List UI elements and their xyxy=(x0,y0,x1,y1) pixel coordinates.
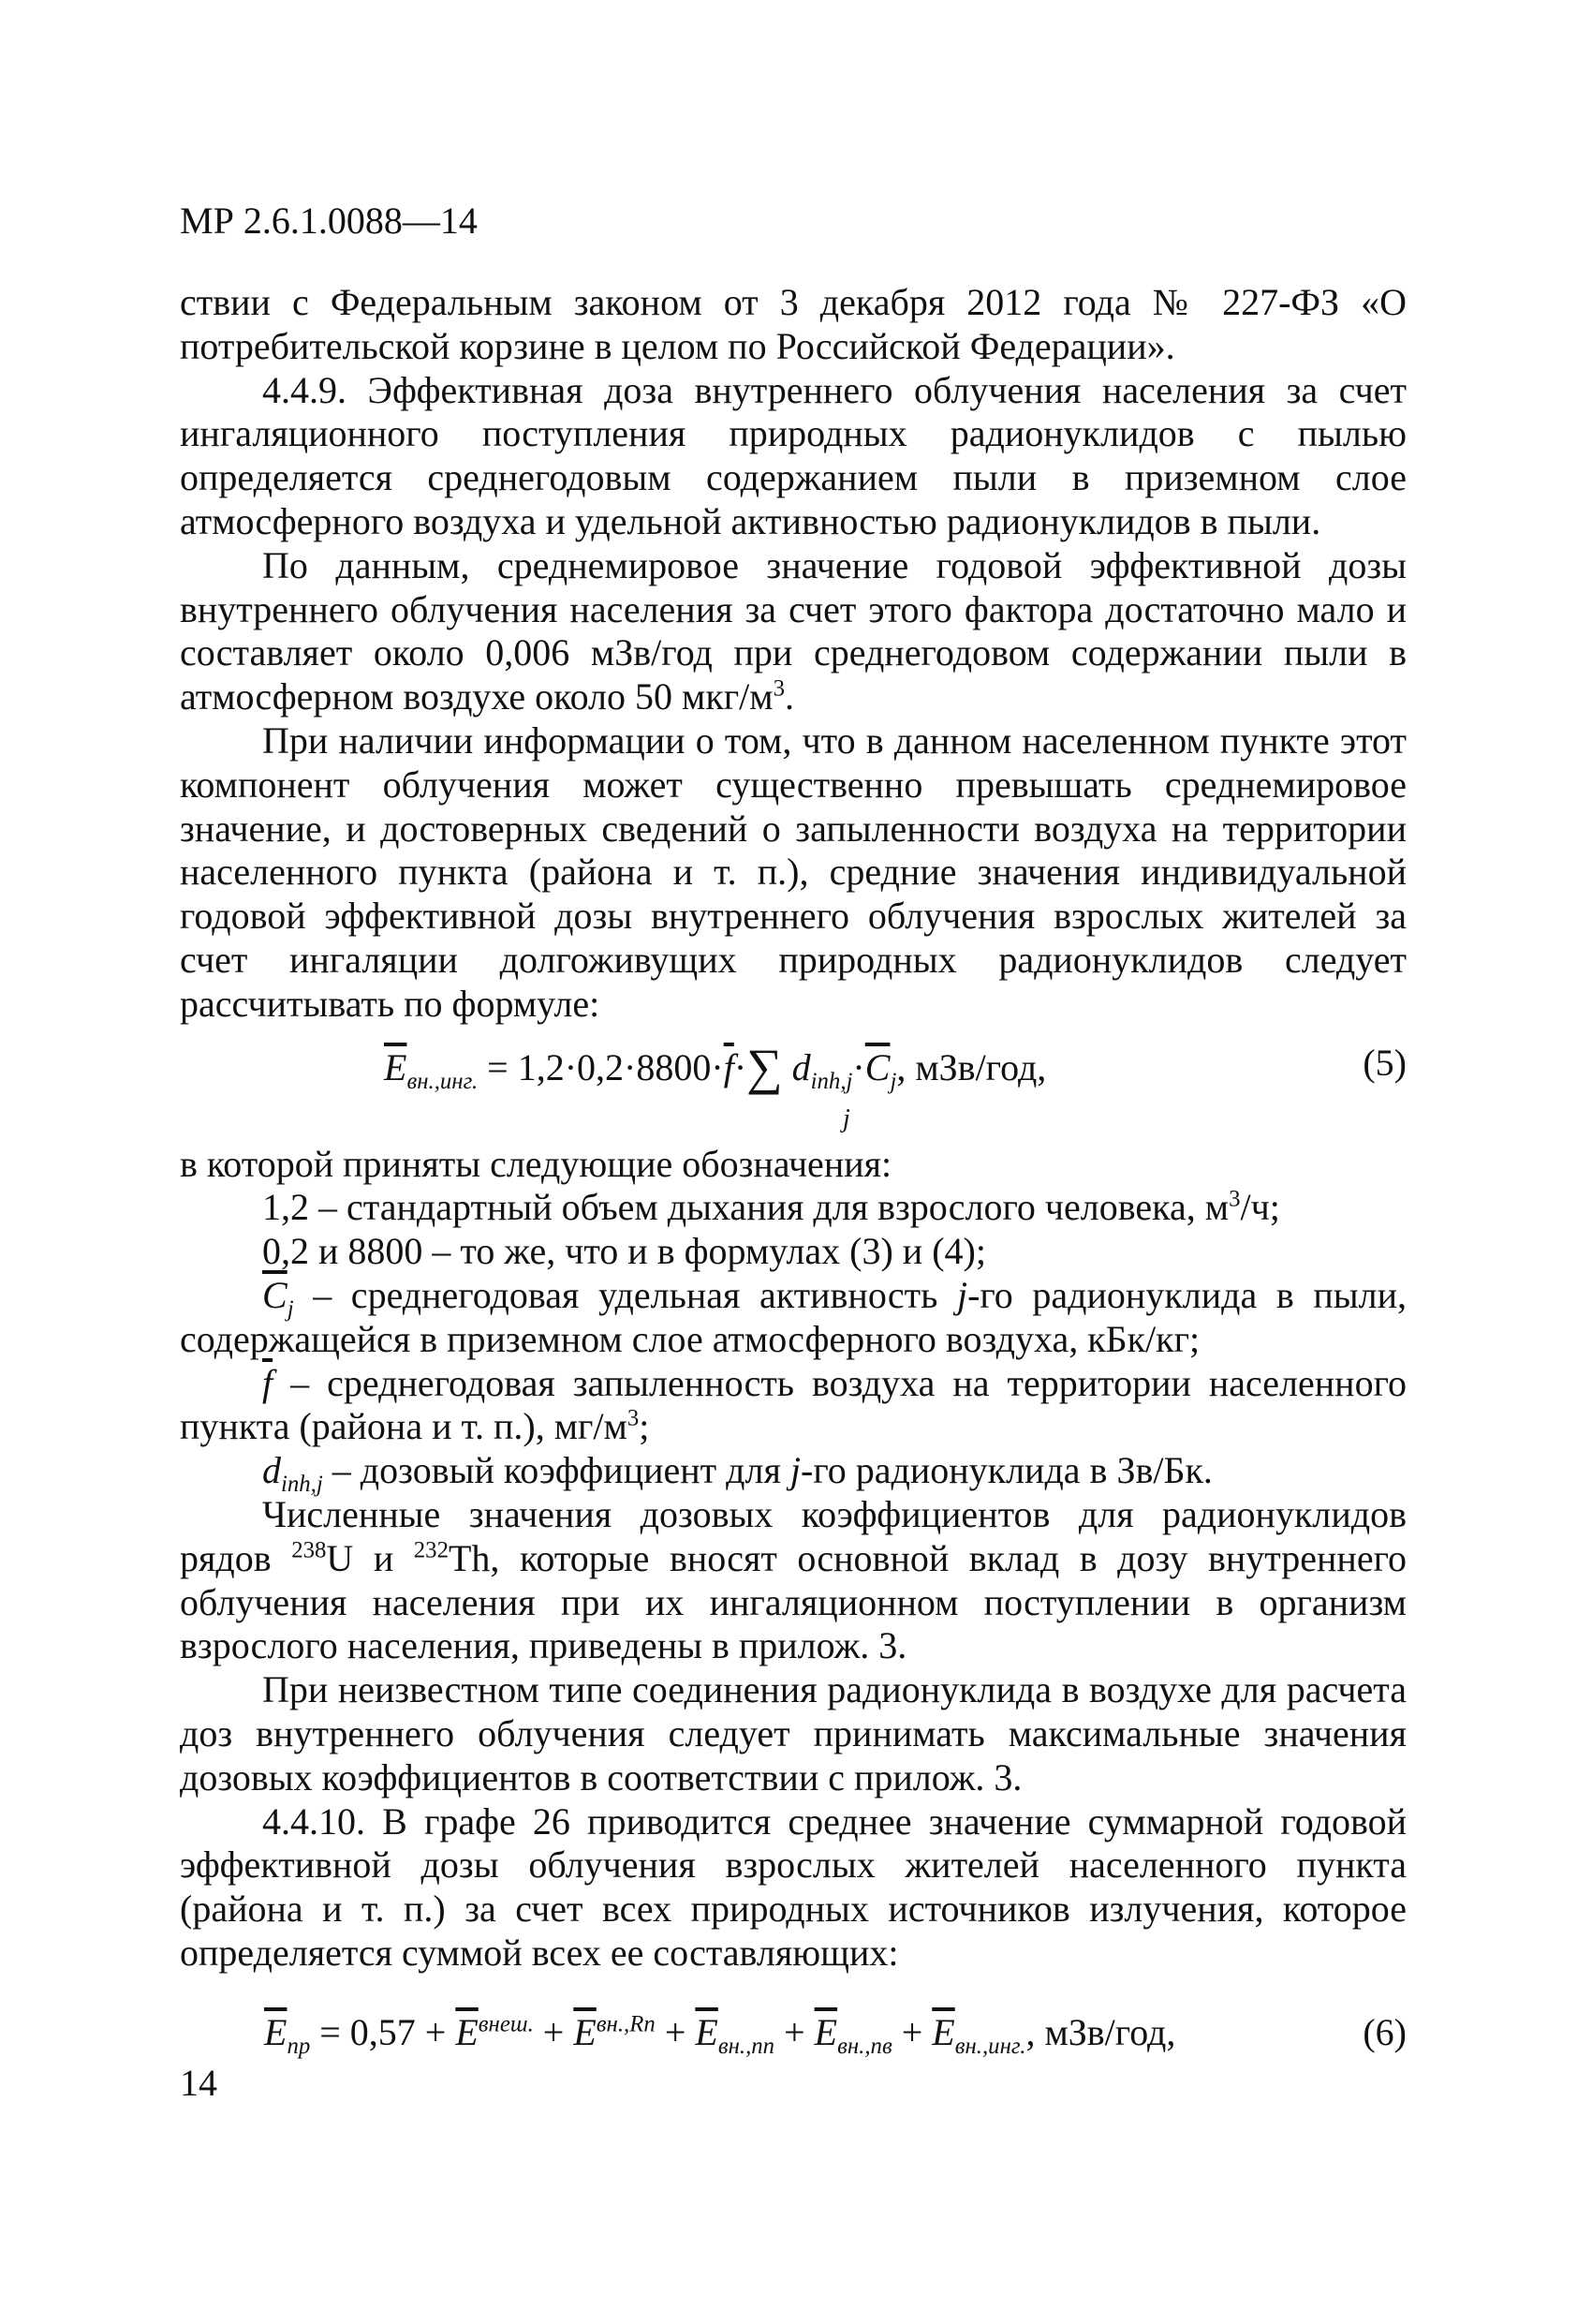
formula-5-number: (5) xyxy=(1363,1041,1407,1084)
notation-intro: в которой приняты следующие обозначения: xyxy=(180,1142,892,1185)
paragraph-formula-intro: При наличии информации о том, что в данном населенном пункте этот компонент облучения может существенно превышать среднемировое значение, и достоверных сведений о запыленности воздуха на территории населенного пункта (района и т. п.), средние значения индивидуальной годовой эффективной дозы внутреннего облучения взрослых жителей за счет ингаляции долгоживущих природных радионуклидов следует рассчитывать по формуле: xyxy=(180,718,1407,1025)
definition-activity: $\overline{C}_j$ – среднегодовая удельная активность j-го радионуклида в пыли, содержащейся в приземном слое атмосферного воздуха, кБк/кг; xyxy=(180,1273,1407,1360)
definition-dose-coefficient: $d_{inh,j}$ – дозовый коэффициент для j-го радионуклида в Зв/Бк. xyxy=(262,1449,1213,1498)
sum-index: j xyxy=(843,1103,850,1133)
definition-dust: $\overline{f}$ – среднегодовая запыленность воздуха на территории населенного пункта (района и т. п.), $мг/м^3$; xyxy=(180,1361,1407,1448)
formula-6-number: (6) xyxy=(1363,2010,1407,2053)
formula-5-expression: $\overline{E}_{вн.,инг.} = 1,2\cdot 0,2\cdot 8800\cdot\overline{f}\cdot\sum$ $d_{inh,j}\cdot\overline{C}_j$, мЗв/год, xyxy=(384,1038,1047,1095)
paragraph-dose-coefficients: Численные значения дозовых коэффициентов для радионуклидов рядов $^{238}$U и $^{232}$Th, которые вносят основной вклад в дозу внутреннего облучения населения при их ингаляционном поступлении в организм взрослого населения, приведены в прилож. 3. xyxy=(180,1492,1407,1667)
paragraph-4-4-9: 4.4.9. Эффективная доза внутреннего облучения населения за счет ингаляционного поступления природных радионуклидов с пылью определяется среднегодовым содержанием пыли в приземном слое атмосферного воздуха и удельной активностью радионуклидов в пыли. xyxy=(180,368,1407,542)
paragraph-continuation: ствии с Федеральным законом от 3 декабря 2012 года № 227-ФЗ «О потребительской корзине в целом по Российской Федерации». xyxy=(180,281,1407,367)
sum-symbol: ∑ xyxy=(746,1038,783,1095)
paragraph-4-4-10: 4.4.10. В графе 26 приводится среднее значение суммарной годовой эффективной дозы облучения взрослых жителей населенного пункта (района и т. п.) за счет всех природных источников излучения, которое определяется суммой всех ее составляющих: xyxy=(180,1799,1407,1974)
paragraph-unknown-compound: При неизвестном типе соединения радионуклида в воздухе для расчета доз внутреннего облучения следует принимать максимальные значения дозовых коэффициентов в соответствии с прилож. 3. xyxy=(180,1668,1407,1799)
formula-6 xyxy=(180,1983,1407,2086)
page-body xyxy=(180,281,1407,2086)
page-number: 14 xyxy=(180,2062,217,2104)
document-code-header: МР 2.6.1.0088—14 xyxy=(180,200,478,242)
definition-constants: 0,2 и 8800 – то же, что и в формулах (3) и (4); xyxy=(262,1230,986,1273)
paragraph-world-average: По данным, среднемировое значение годовой эффективной дозы внутреннего облучения населения за счет этого фактора достаточно мало и составляет около 0,006 мЗв/год при среднегодовом содержании пыли в атмосферном воздухе около 50 мкг/$м^3$. xyxy=(180,543,1407,718)
formula-6-expression: $\overline{E}_{пр} = 0,57 + \overline{E}^{внеш.} + \overline{E}^{вн.,Rn} + \overline{E}_{вн.,пп} + \overline{E}_{вн.,пв} + \overline{E}_{вн.,инг.}$, мЗв/год, xyxy=(264,2010,1176,2059)
definition-breathing-volume: 1,2 – стандартный объем дыхания для взрослого человека, $м^3/ч$; xyxy=(262,1186,1280,1229)
formula-5 xyxy=(180,1030,1407,1141)
